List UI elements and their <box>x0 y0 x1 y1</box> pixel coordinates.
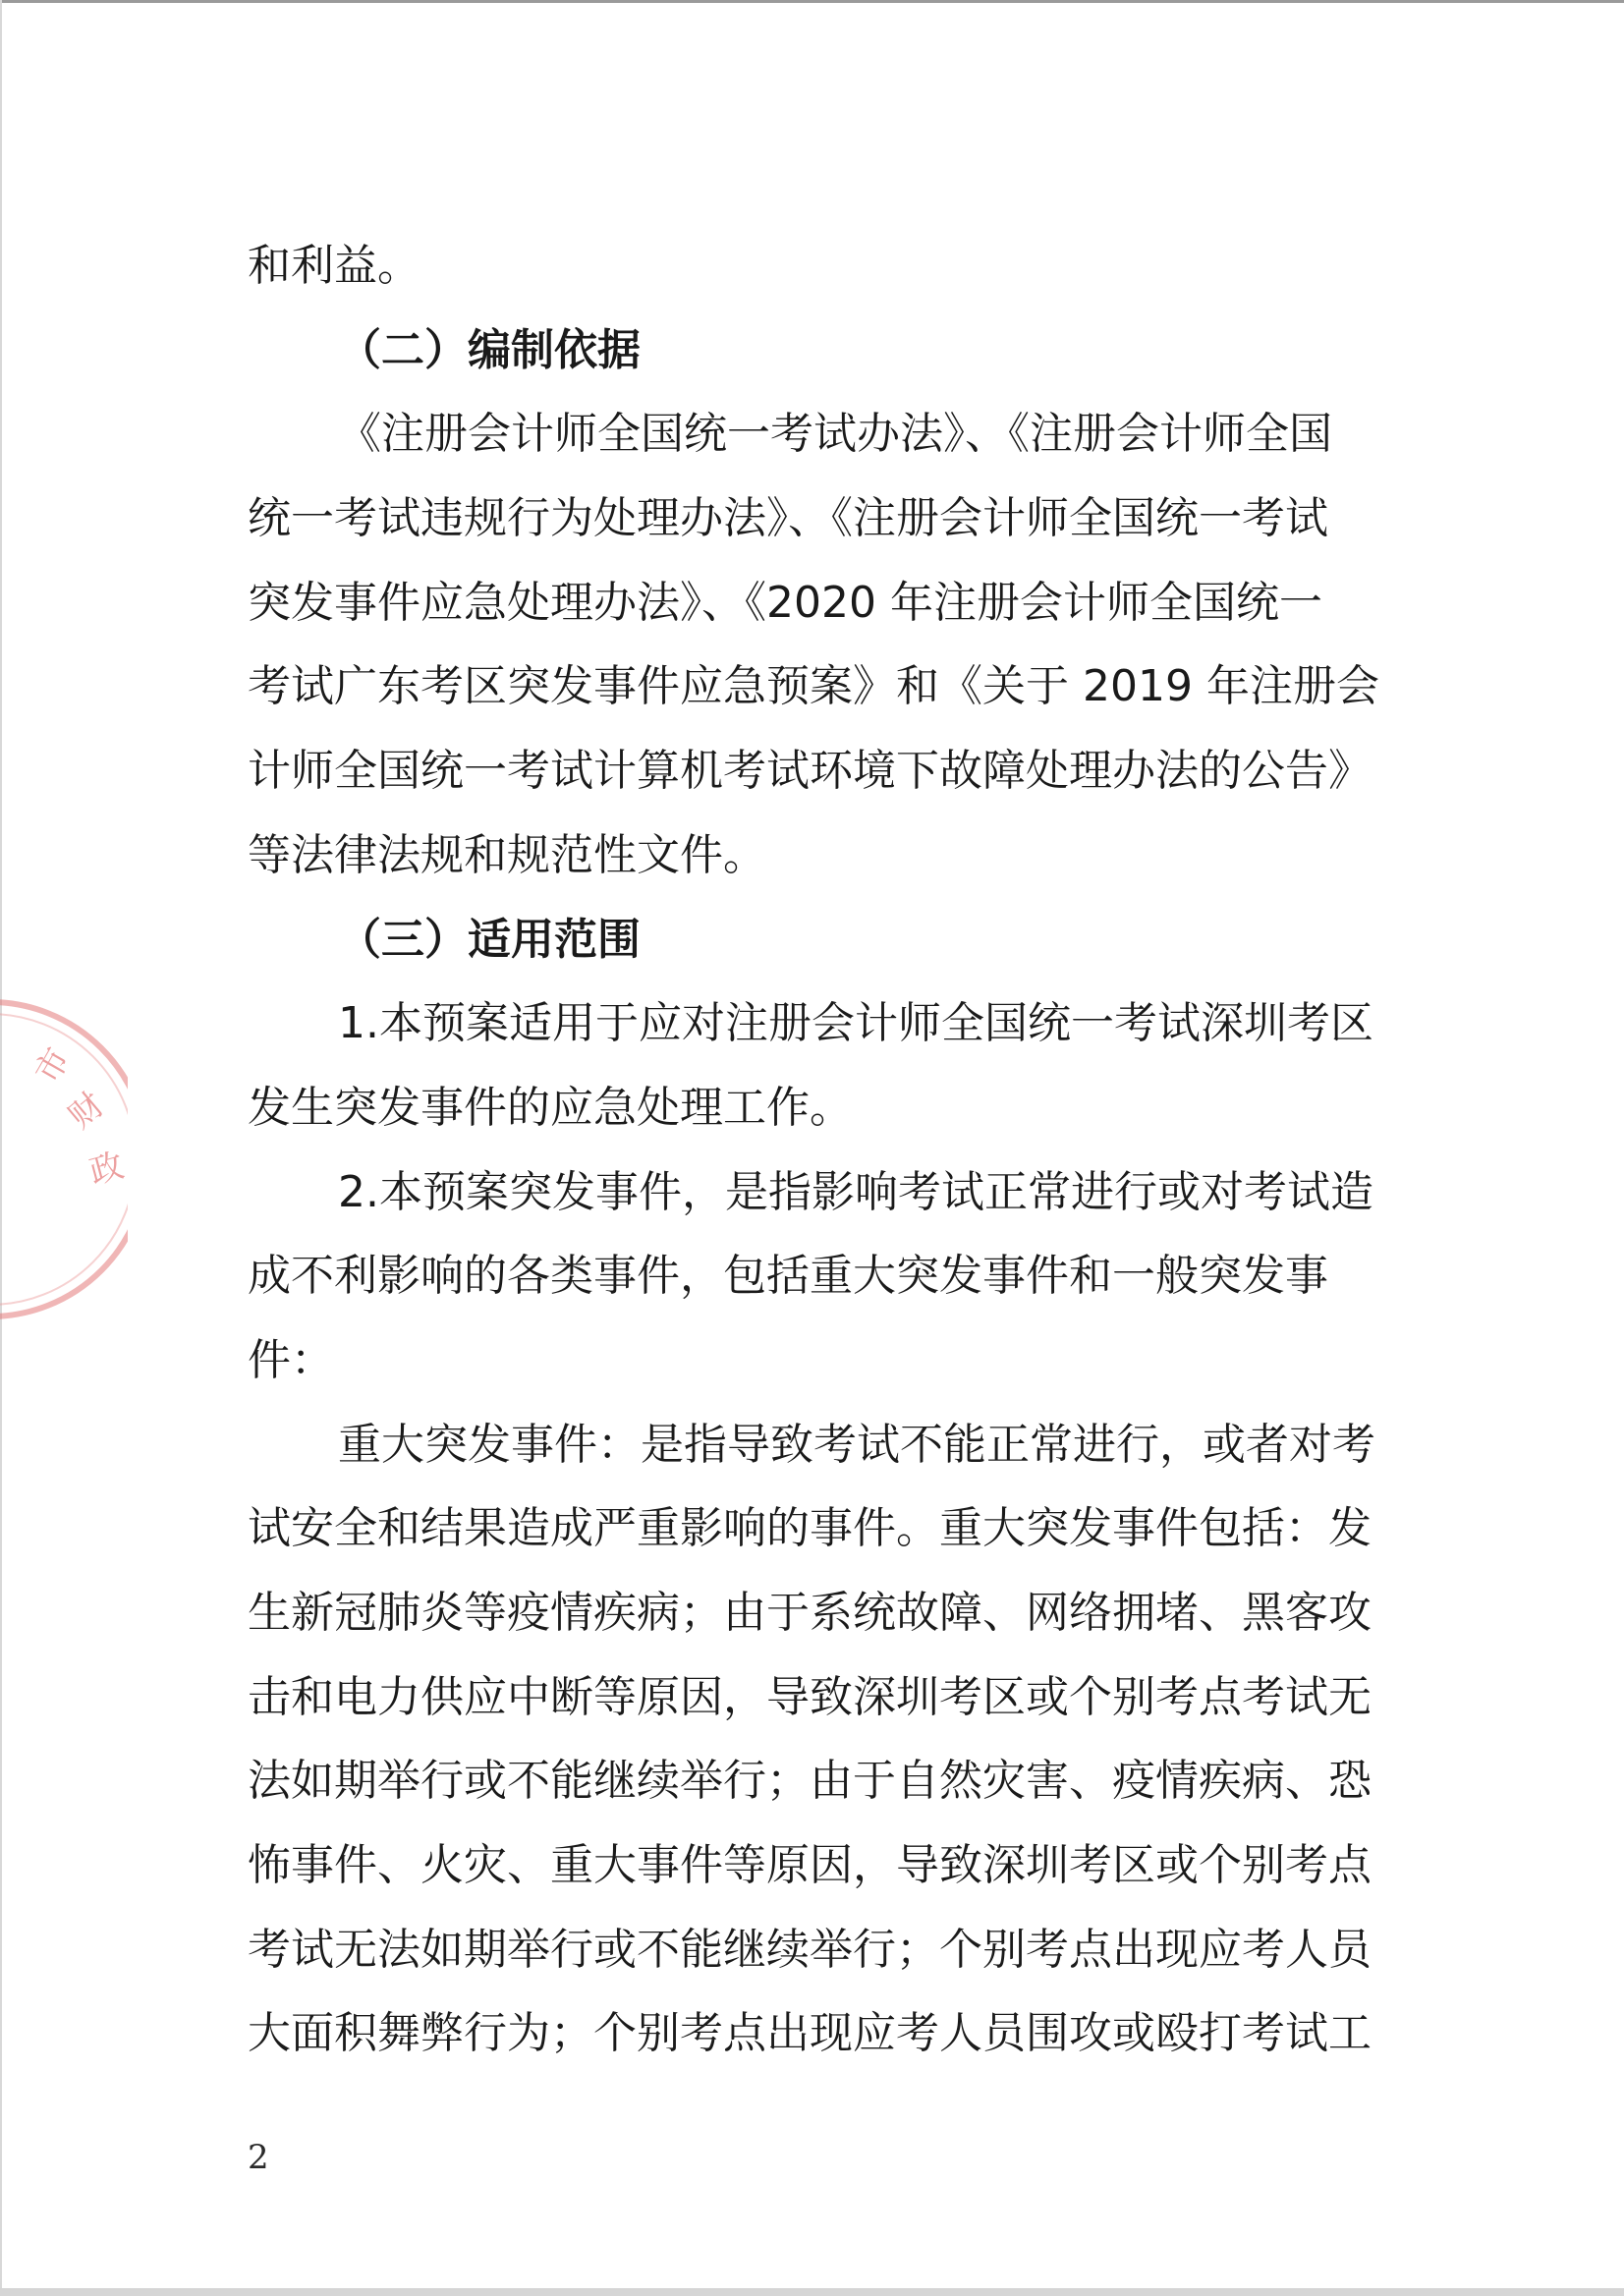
paragraph-line: 生新冠肺炎等疫情疾病；由于系统故障、网络拥堵、黑客攻 <box>248 1588 1372 1638</box>
paragraph-line: 件： <box>248 1334 334 1385</box>
paragraph-line: 试安全和结果造成严重影响的事件。重大突发事件包括：发 <box>248 1503 1372 1554</box>
paragraph-line: 怖事件、火灾、重大事件等原因，导致深圳考区或个别考点 <box>248 1840 1372 1891</box>
page-top-edge <box>0 0 1624 3</box>
paragraph-line: 和利益。 <box>248 241 420 291</box>
paragraph-line: 《注册会计师全国统一考试办法》、《注册会计师全国 <box>338 409 1332 460</box>
paragraph-line: 大面积舞弊行为；个别考点出现应考人员围攻或殴打考试工 <box>248 2008 1372 2059</box>
paragraph-line: 等法律法规和规范性文件。 <box>248 829 766 880</box>
section-heading-scope: （三）适用范围 <box>338 914 641 965</box>
paragraph-line: 1.本预案适用于应对注册会计师全国统一考试深圳考区 <box>338 998 1373 1049</box>
official-seal-stamp <box>0 982 128 1336</box>
page-number: 2 <box>248 2138 269 2177</box>
paragraph-line: 考试无法如期举行或不能继续举行；个别考点出现应考人员 <box>248 1924 1372 1975</box>
page-bottom-edge <box>0 2288 1624 2296</box>
paragraph-line: 2.本预案突发事件，是指影响考试正常进行或对考试造 <box>338 1166 1373 1217</box>
paragraph-line: 统一考试违规行为处理办法》、《注册会计师全国统一考试 <box>248 493 1328 544</box>
paragraph-line: 成不利影响的各类事件，包括重大突发事件和一般突发事 <box>248 1251 1328 1302</box>
section-heading-basis: （二）编制依据 <box>338 324 641 375</box>
paragraph-line: 法如期举行或不能继续举行；由于自然灾害、疫情疾病、恐 <box>248 1756 1372 1807</box>
paragraph-line: 突发事件应急处理办法》、《2020 年注册会计师全国统一 <box>248 577 1322 628</box>
svg-text:财: 财 <box>61 1085 112 1137</box>
paragraph-line: 击和电力供应中断等原因，导致深圳考区或个别考点考试无 <box>248 1671 1372 1722</box>
svg-text:政: 政 <box>84 1146 128 1193</box>
paragraph-line: 发生突发事件的应急处理工作。 <box>248 1082 853 1133</box>
paragraph-line: 重大突发事件：是指导致考试不能正常进行，或者对考 <box>338 1419 1375 1470</box>
document-body <box>248 224 1387 2076</box>
svg-text:市: 市 <box>28 1041 79 1091</box>
paragraph-line: 计师全国统一考试计算机考试环境下故障处理办法的公告》 <box>248 746 1372 797</box>
paragraph-line: 考试广东考区突发事件应急预案》和《关于 2019 年注册会 <box>248 661 1379 712</box>
